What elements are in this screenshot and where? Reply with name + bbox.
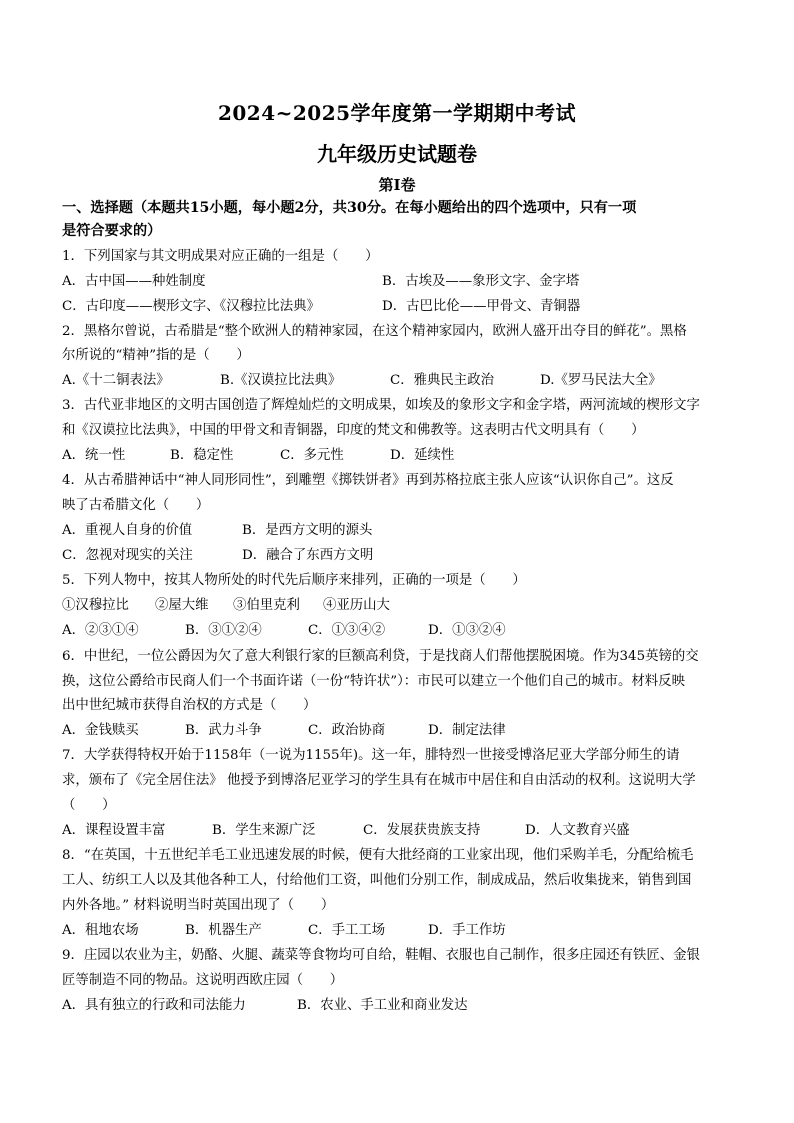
question-5-item-1: ①汉穆拉比 bbox=[62, 598, 129, 613]
question-2-stem: 2．黑格尔曾说，古希腊是“整个欧洲人的精神家园，在这个精神家园内，欧洲人盛开出夺目的鲜花”。黑格 bbox=[62, 324, 687, 339]
question-3-option-d: D．延续性 bbox=[390, 448, 455, 463]
question-5-option-b: B．③①②④ bbox=[185, 623, 262, 638]
question-6-option-a: A．金钱赎买 bbox=[62, 723, 139, 738]
question-5-item-3: ③伯里克利 bbox=[233, 598, 300, 613]
question-5-stem: 5．下列人物中，按其人物所处的时代先后顺序来排列，正确的一项是（ ） bbox=[62, 573, 526, 588]
question-3-option-b: B．稳定性 bbox=[170, 448, 234, 463]
question-9-stem-cont: 匠等制造不同的物品。这说明西欧庄园（ ） bbox=[62, 973, 344, 988]
question-5-option-c: C．①③④② bbox=[308, 623, 386, 638]
question-5-item-4: ④亚历山大 bbox=[323, 598, 390, 613]
question-3-stem-cont: 和《汉谟拉比法典》，中国的甲骨文和青铜器，印度的梵文和佛教等。这表明古代文明具有（ ） bbox=[62, 423, 645, 438]
section-heading-cont: 是符合要求的） bbox=[62, 223, 162, 239]
question-4-option-c: C．忽视对现实的关注 bbox=[62, 548, 193, 563]
question-2-option-c: C．雅典民主政治 bbox=[390, 373, 494, 388]
question-7-option-c: C．发展获贵族支持 bbox=[363, 823, 481, 838]
question-9-option-b: B．农业、手工业和商业发达 bbox=[297, 998, 468, 1013]
question-6-stem-cont: 换，这位公爵给市民商人们一个书面许诺（一份“特许状”）：市民可以建立一个他们自己的城市。材料反映 bbox=[62, 674, 685, 689]
question-7-option-a: A．课程设置丰富 bbox=[62, 823, 166, 838]
question-8-option-a: A．租地农场 bbox=[62, 923, 139, 938]
question-5-option-d: D．①③②④ bbox=[428, 623, 506, 638]
section-heading: 一、选择题（本题共15小题，每小题2分，共30分。在每小题给出的四个选项中，只有一项 bbox=[62, 200, 637, 216]
question-9-stem: 9．庄园以农业为主，奶酪、火腿、蔬菜等食物均可自给，鞋帽、衣服也自己制作，很多庄园还有铁匠、金银 bbox=[62, 948, 700, 963]
question-5-item-2: ②屋大维 bbox=[155, 598, 209, 613]
question-7-stem-cont: 求，颁布了《完全居住法》 他授予到博洛尼亚学习的学生具有在城市中居住和自由活动的权利。这说明大学 bbox=[62, 773, 696, 788]
question-9-option-a: A．具有独立的行政和司法能力 bbox=[62, 998, 246, 1013]
question-8-stem-cont2: 内外各地。” 材料说明当时英国出现了（ ） bbox=[62, 898, 335, 913]
question-1-option-a: A．古中国——种姓制度 bbox=[62, 274, 206, 289]
volume-label: 第Ⅰ卷 bbox=[378, 176, 416, 194]
question-4-option-d: D．融合了东西方文明 bbox=[242, 548, 374, 563]
question-3-option-c: C．多元性 bbox=[280, 448, 344, 463]
question-4-option-b: B．是西方文明的源头 bbox=[242, 523, 373, 538]
question-7-option-d: D．人文教育兴盛 bbox=[525, 823, 630, 838]
question-6-stem-cont2: 出中世纪城市获得自治权的方式是（ ） bbox=[62, 698, 317, 713]
question-1-option-b: B．古埃及——象形文字、金字塔 bbox=[382, 274, 580, 289]
question-8-stem-cont: 工人、纺织工人以及其他各种工人，付给他们工资，叫他们分别工作，制成成品，然后收集拢来，销售到国 bbox=[62, 873, 692, 888]
question-8-option-c: C．手工工场 bbox=[308, 923, 386, 938]
question-5-option-a: A．②③①④ bbox=[62, 623, 139, 638]
question-7-stem: 7．大学获得特权开始于1158年（一说为1155年)。这一年，腓特烈一世接受博洛尼亚大学部分师生的请 bbox=[62, 748, 680, 763]
question-1-option-c: C．古印度——楔形文字、《汉穆拉比法典》 bbox=[62, 299, 320, 314]
question-2-option-d: D.《罗马民法大全》 bbox=[540, 373, 662, 388]
question-6-stem: 6．中世纪，一位公爵因为欠了意大利银行家的巨额高利贷，于是找商人们帮他摆脱困境。作为345英镑的交 bbox=[62, 649, 699, 664]
exam-subtitle: 九年级历史试题卷 bbox=[317, 142, 477, 166]
question-6-option-d: D．制定法律 bbox=[428, 723, 506, 738]
question-6-option-c: C．政治协商 bbox=[308, 723, 386, 738]
question-2-option-b: B.《汉谟拉比法典》 bbox=[220, 373, 342, 388]
question-6-option-b: B．武力斗争 bbox=[185, 723, 262, 738]
question-8-stem: 8．“在英国，十五世纪羊毛工业迅速发展的时候，便有大批经商的工业家出现，他们采购羊毛，分配给梳毛 bbox=[62, 848, 694, 863]
question-7-stem-cont2: （ ） bbox=[62, 798, 116, 813]
question-4-option-a: A．重视人自身的价值 bbox=[62, 523, 193, 538]
question-1-stem: 1．下列国家与其文明成果对应正确的一组是（ ） bbox=[62, 249, 379, 264]
question-3-stem: 3．古代亚非地区的文明古国创造了辉煌灿烂的文明成果，如埃及的象形文字和金字塔，两河流域的楔形文字 bbox=[62, 398, 700, 413]
question-4-stem-cont: 映了古希腊文化（ ） bbox=[62, 498, 210, 513]
question-2-option-a: A.《十二铜表法》 bbox=[62, 373, 170, 388]
question-1-option-d: D．古巴比伦——甲骨文、青铜器 bbox=[382, 299, 581, 314]
question-2-stem-cont: 尔所说的“精神”指的是（ ） bbox=[62, 348, 250, 363]
exam-title: 2024~2025学年度第一学期期中考试 bbox=[217, 101, 577, 125]
question-8-option-d: D．手工作坊 bbox=[428, 923, 506, 938]
question-3-option-a: A．统一性 bbox=[62, 448, 126, 463]
question-4-stem: 4．从古希腊神话中“神人同形同性”，到雕塑《掷铁饼者》再到苏格拉底主张人应该“认识你自己”。这反 bbox=[62, 473, 674, 488]
question-7-option-b: B．学生来源广泛 bbox=[212, 823, 316, 838]
question-8-option-b: B．机器生产 bbox=[185, 923, 262, 938]
